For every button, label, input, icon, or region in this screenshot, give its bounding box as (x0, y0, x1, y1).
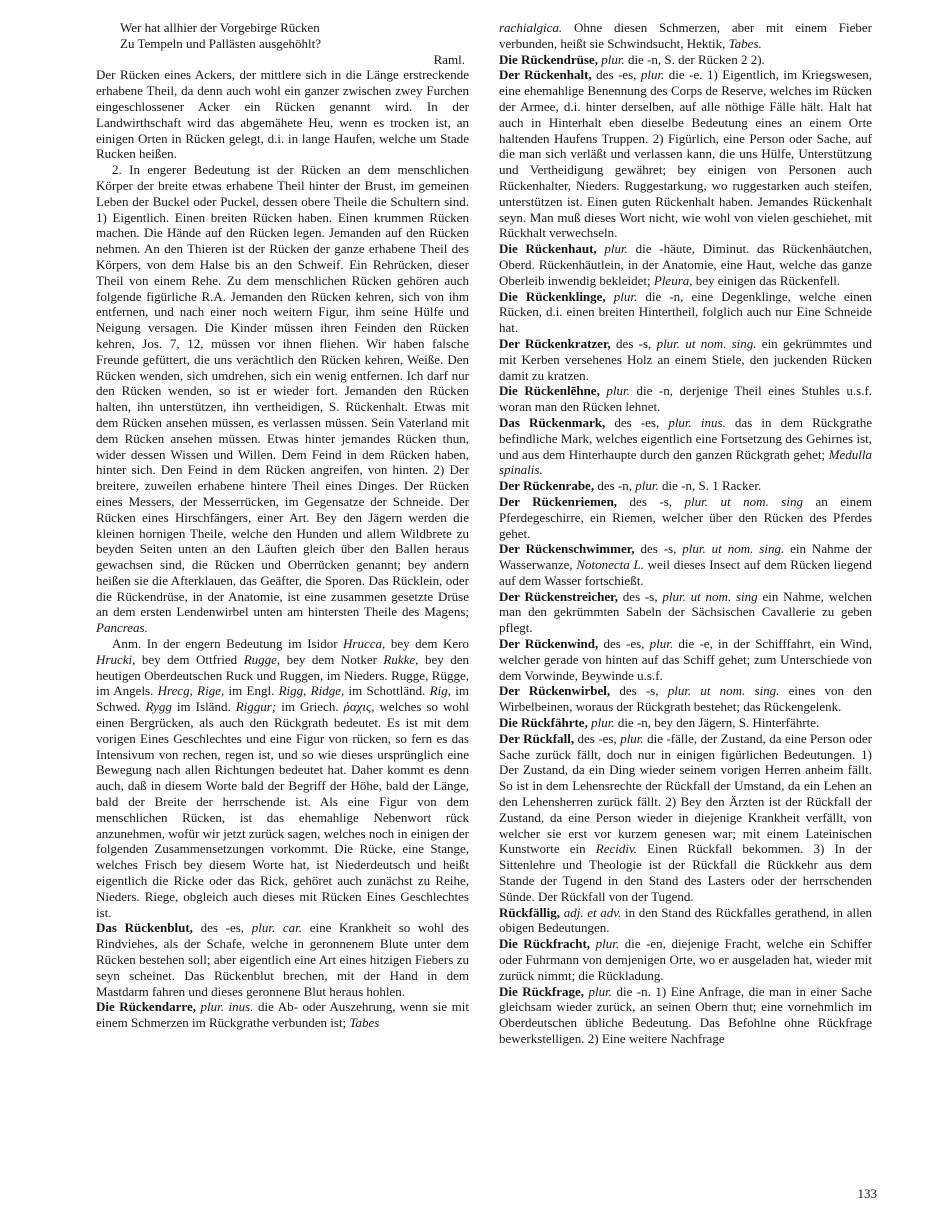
italic-term: plur. ut nom. sing. (667, 683, 780, 699)
entry-headword: Das Rückenmark, (499, 414, 606, 430)
text-run: die -n, S. 1 Racker. (658, 478, 762, 494)
text-run: bey einigen das Rückenfell. (692, 272, 841, 288)
text-run: die -n. 1) Eine Anfrage, die man in einer Sache gleichsam wieder zurück, an seinen Obern thut; eine vornehmlich im Oberdeutschen übliche Bedeutung. Das Befohlne ohne Rückfrage bewerkstelligen. 2) Eine weitere Nachfrage (499, 983, 872, 1046)
text-run: ein Nahme der Wasserwanze, (499, 541, 872, 573)
dictionary-entry (499, 415, 872, 478)
text-run: des -es, (605, 414, 669, 430)
italic-term: Medulla spinalis. (499, 446, 872, 478)
entry-headword: Der Rückenriemen, (499, 493, 618, 509)
text-run: die -en, diejenige Fracht, welche ein Schiffer oder Fuhrmann von demjenigen Orte, wo er ausgeladen hat, wieder mit zurück nimmt; die Rückladung. (499, 936, 872, 983)
text-run: des -s, (610, 335, 657, 351)
dictionary-entry (499, 478, 872, 494)
entry-headword: Der Rückenwirbel, (499, 683, 611, 699)
entry-headword: Der Rückenrabe, (499, 478, 595, 494)
entry-headword: Die Rückenlēhne, (499, 383, 600, 399)
italic-term: Tabes. (728, 35, 762, 51)
text-run: die -fälle, der Zustand, da eine Person oder Sache zurück fällt, doch nur in einigen figürlichen Bedeutungen. 1) Der Zustand, da ein Ding wieder seinem vorigen Herren anheim fällt. So ist in dem Lehensrechte der Rückfall der Umstand, da ein Lehen an den Lehensherren zurück fällt. 2) Bey den Ärzten ist der Rückfall der Zustand, da eine Person wieder in diejenige Krankheit verfällt, von welcher sie erst vor kurzem genesen war; mit einem Lateinischen Kunstworte ein (499, 730, 872, 857)
left-column (96, 20, 469, 1047)
entry-headword: Die Rückenhaut, (499, 241, 597, 257)
italic-term: plur. (601, 51, 625, 67)
dictionary-entry (499, 731, 872, 905)
italic-term: plur. inus. (668, 414, 726, 430)
text-run: eines von den Wirbelbeinen, woraus der Rückgrath bestehet; das Rückengelenk. (499, 683, 872, 715)
page-number: 133 (857, 1186, 877, 1201)
entry-headword: Die Rückendrüse, (499, 51, 598, 67)
text-run: das in dem Rückgrathe befindliche Mark, welches eigentlich eine Fortsetzung des Gehirnes ist, und aus dem Hinterhaupte durch den ganzen Rückgrath gehet; (499, 414, 872, 462)
entry-headword: Die Rückendarre, (96, 999, 196, 1015)
text-run: des -es, (598, 636, 650, 652)
text-run (606, 289, 614, 304)
text-run: bey den heutigen Oberdeutschen Ruck und Ruggen, im Nieders. Rugge, Rügge, im Angels. (96, 651, 469, 699)
italic-term: plur. (591, 715, 615, 731)
entry-headword: Der Rückenschwimmer, (499, 541, 635, 557)
italic-term: plur. ut nom. sing. (682, 541, 785, 557)
italic-term: plur. car. (251, 920, 303, 936)
text-paragraph (96, 162, 469, 636)
text-run: an einem Pferdegeschirre, ein Riemen, welcher über den Rücken des Pferdes gehet. (499, 493, 872, 541)
text-run: die -häute, Diminut. das Rückenhäutchen, Oberd. Rückenhäutlein, in der Anatomie, eine Haut, welche das ganze Oberleib inwendig bekleidet; (499, 241, 872, 288)
italic-term: plur. (649, 636, 674, 652)
italic-term: adj. et adv. (563, 904, 622, 920)
verse-line: Wer hat allhier der Vorgebirge Rücken (120, 20, 320, 35)
italic-term: Rigg, Ridge, (278, 683, 345, 699)
entry-headword: Der Rückfall, (499, 730, 575, 746)
text-run: des -s, (634, 541, 683, 557)
dictionary-entry (499, 589, 872, 636)
text-run: 2. In engerer Bedeutung ist der Rücken an dem menschlichen Körper der breite etwas erhabene Theil hinter der Brust, im gemeinen Leben der Buckel oder Puckel, dessen obere Theile die Schultern sind. 1) Eigentlich. Einen breiten Rücken haben. Einen krummen Rücken machen. Die Hände auf den Rücken legen. Jemanden auf den Rücken nehmen. An den Thieren ist der Rücken der ganze erhabene Theil des Körpers, von dem Halse bis an den Schweif. Ein Rehrücken, dieser Theil von einem Rehe. Zu dem menschlichen Rücken gehören auch folgende figürliche R.A. Jemanden den Rücken kehren, sich von ihm entfernen, und nach einer noch weitern Figur, ihm seine Hülfe und Neigung versagen. Die Kinder müssen ihren Feinden den Rücken kehren, Jos. 7, 12, müssen vor ihnen fliehen. Wir haben falsche Freunde gefüttert, die uns verächtlich den Rücken kehren, Weiße. Den Rücken wenden, sich umdrehen, sich ein wenig entfernen. Ich darf nur den Rücken wenden, so ist er wieder fort. Jemanden den Rücken halten, ihn unterstützen, ihn vertheidigen, S. Rückenhalt. Etwas mit dem Rücken ansehen müssen, es verlassen müssen. Sein Vaterland mit dem Rücken ansehen müssen. Etwas hinter jemandes Rücken thun, wider dessen Wissen und Willen. Dem Feind in dem Rücken haben, hinter sich. Den Feind in dem Rücken angreifen, von hinten. 2) Der breitere, zuweilen erhabene hintere Theil eines Dinges. Der Rücken eines Messers, der Messerrücken, im Gegensatze der Schneide. Der Rücken eines Hirschfängers, einer Art. Bey den Jägern werden die kleinen hornigen Theile, welche den Hunden und allem Wildbrete zu beyden Seiten unten an den Läuften gleich über den Ballen heraus gewachsen sind, die Rücken und Oberrücken genannt; bey andern heißen sie die Afterklauen, das Geäfter, die Sporen. Das Rücklein, oder die Rückendrüse, in der Anatomie, ist eine zusammen gesetzte Drüse an dem ersten Lendenwirbel unten am hintersten Theile des Magens; (96, 162, 469, 620)
text-run: weil dieses Insect auf dem Rücken liegend auf dem Wasser fortschießt. (499, 557, 872, 588)
text-run: des -es, (591, 67, 641, 83)
text-run: Einen Rückfall bekommen. 3) In der Sittenlehre und Theologie ist der Rückfall die Rückkehr aus dem Stande der Tugend in den Stand des Lasters oder der herrschenden Sünde. Der Rückfall von der Tugend. (499, 841, 872, 904)
entry-headword: Rückfällig, (499, 904, 561, 920)
italic-term: Hrucki, (96, 651, 136, 667)
text-run: ein gekrümmtes und mit Kerben versehenes Holz an einem Stiele, den juckenden Rücken damit zu kratzen. (499, 335, 872, 383)
text-run: im Engl. (224, 683, 279, 699)
entry-headword: Der Rückenkratzer, (499, 335, 611, 351)
text-run: eine Krankheit so wohl des Rindviehes, als der Schafe, welche in geronnenem Blute unter dem Rücken bestehen soll; aber eigentlich eine Art eines hitzigen Fiebers zu seyn scheinet. Das Rückenblut brechen, mit der Hand in dem Mastdarm fahren und dieses geronnene Blut heraus hohlen. (96, 920, 469, 999)
text-run: des -s, (610, 683, 668, 699)
entry-headword: Die Rückenklinge, (499, 288, 606, 304)
italic-term: plur. (604, 241, 628, 257)
italic-term: Pleura, (653, 272, 693, 288)
dictionary-entry (499, 494, 872, 541)
italic-term: rachialgica. (499, 20, 563, 35)
italic-term: plur. inus. (200, 999, 254, 1015)
italic-term: ῥαχις, (343, 699, 375, 715)
text-run: im Schwed. (96, 683, 469, 715)
dictionary-entry (499, 936, 872, 983)
text-run: Der Rücken eines Ackers, der mittlere sich in die Länge erstreckende erhabene Theil, da denn auch wohl ein ganzer zwischen zwey Furchen eingeschlossener Acker ein Rücken genannt wird. In der Landwirthschaft wird das abgemähete Heu, wenn es trocken ist, an einigen Orten in Rücken gelegt, d.i. in lange Haufen, welche um Stade Rucken heißen. (96, 67, 469, 162)
italic-term: Recidiv. (595, 841, 638, 857)
italic-term: plur. ut nom. sing. (656, 335, 757, 351)
italic-term: Rugge, (243, 651, 281, 667)
italic-term: plur. ut nom. sing (684, 493, 803, 509)
text-paragraph (96, 636, 469, 920)
italic-term: plur. (588, 983, 612, 999)
text-run: Anm. In der engern Bedeutung im Isidor (112, 636, 344, 652)
text-run: die -n, derjenige Theil eines Stuhles u.s.f. woran man den Rücken lehnet. (499, 383, 873, 415)
text-run: die -n, eine Degenklinge, welche einen Rücken, d.i. einen breiten Hintertheil, folglich auch nur Eine Schneide hat. (499, 288, 873, 336)
dictionary-entry (499, 336, 872, 383)
italic-term: Rig, (429, 683, 451, 699)
dictionary-entry (499, 241, 872, 288)
text-run: im Griech. (276, 699, 344, 715)
italic-term: plur. (620, 730, 644, 746)
entry-headword: Die Rückfracht, (499, 936, 591, 952)
text-paragraph (96, 67, 469, 162)
italic-term: plur. ut nom. sing (662, 588, 758, 604)
text-run: bey dem Notker (280, 651, 384, 667)
right-column (499, 20, 872, 1047)
entry-headword: Der Rückenhalt, (499, 67, 592, 83)
text-run: des -es, (574, 730, 621, 746)
italic-term: Rygg (145, 699, 172, 715)
dictionary-entry (499, 905, 872, 937)
text-run: die -e. 1) Eigentlich, im Kriegswesen, eine ehemahlige Benennung des Corps de Reserve, welches im Rücken der Armee, d.i. hinter derselben, auf alle nöthige Fälle hält. Halt hat auch in Hinterhalt eben dieselbe Bedeutung eines an einem Orte haltenden Haufens Truppen. 2) Figürlich, eine Person oder Sache, auf die man sich verläßt und verlassen kann, die uns Hülfe, Unterstützung und Vertheidigung gewähret; bey einigen von Personen auch Rückenhalter, Nieders. Ruggestarkung, wo ruggestarken auch steifen, unterstützen ist. Einen guten Rückenhalt haben. Jemandes Rückenhalt seyn. Man muß dieses Wort nicht, wie wohl von vielen geschiehet, mit Rückhalt verwechseln. (499, 67, 872, 241)
italic-term: Rukke, (383, 651, 419, 667)
italic-term: plur. (595, 936, 620, 952)
text-run: in den Stand des Rückfalles gerathend, in allen obigen Bedeutungen. (499, 904, 872, 936)
text-run: des -s, (618, 588, 663, 604)
text-run: des -es, (192, 920, 252, 936)
dictionary-entry (499, 289, 872, 336)
dictionary-entry (96, 999, 469, 1031)
italic-term: plur. (640, 67, 665, 83)
italic-term: plur. (613, 288, 638, 304)
italic-term: Notonecta L. (576, 557, 644, 573)
text-run: ein Nahme, welchen man den gekrümmten Sabeln der Sächsischen Cavallerie zu geben pflegt. (499, 588, 873, 636)
dictionary-entry (499, 541, 872, 588)
text-run: die Ab- oder Auszehrung, wenn sie mit einem Schmerzen im Rückgrathe verbunden ist; (96, 999, 470, 1031)
dictionary-entry (499, 683, 872, 715)
text-run: des -s, (617, 493, 685, 509)
entry-headword: Das Rückenblut, (96, 920, 193, 936)
dictionary-entry (499, 715, 872, 731)
verse-line: Zu Tempeln und Pallästen ausgehöhlt? (120, 35, 322, 51)
italic-term: Hrecg, Rige, (157, 683, 225, 699)
dictionary-entry (499, 52, 872, 68)
dictionary-entry (499, 67, 872, 241)
text-run: die -e, in der Schifffahrt, ein Wind, welcher gerade von hinten auf das Schiff gehet; zum Unterschiede von dem Vorwinde, Beywinde u.s.f. (499, 636, 872, 683)
text-run: welches so wohl einen Bergrücken, als auch den Rückgrath bedeutet. Es ist mit dem vorigen Eines Geschlechtes und eine Figur von rücken, so fern es das Intensivum von rechen, regen ist, und so wie dieses ursprünglich eine Bewegung nach allen Richtungen bedeutet hat. Daher kommt es denn auch, daß in diesem Worte bald der Begriff der Höhe, bald der Länge, bald der Breite der herrschende ist. Als eine Figur von dem menschlichen Rücken, ist das ehemahlige Nebenwort rück anzunehmen, wofür wir jetzt zurück sagen, welches noch in einigen der folgenden Zusammensetzungen vorkommt. Die Rücke, eine Stange, welches Frisch bey diesem Worte hat, ist Niederdeutsch und heißt eigentlich die Ricke oder das Rick, gehöret auch zunächst zu Reihe, Nieders. Riege, obgleich auch dieses mit Rücken Eines Geschlechtes ist. (96, 699, 470, 920)
dictionary-entry (499, 984, 872, 1047)
italic-term: plur. (635, 478, 659, 494)
text-run: die -n, S. der Rücken 2 2). (624, 51, 765, 67)
text-run: im Schottländ. (344, 683, 430, 699)
text-run: bey dem Kero (385, 636, 469, 652)
two-column-layout (96, 20, 877, 1047)
italic-term: Tabes (349, 1015, 380, 1031)
italic-term: Hrucca, (343, 636, 386, 652)
text-run: Ohne diesen Schmerzen, aber mit einem Fieber verbunden, heißt sie Schwindsucht, Hektik, (499, 20, 872, 51)
text-run: des -n, (594, 478, 636, 494)
italic-term: Pancreas. (96, 620, 148, 636)
italic-term: Riggur; (235, 699, 277, 715)
text-run: bey dem Ottfried (135, 651, 244, 667)
dictionary-entry (96, 920, 469, 999)
verse-quote (120, 20, 469, 67)
italic-term: plur. (606, 383, 630, 399)
text-paragraph (499, 20, 872, 52)
entry-headword: Die Rückfrage, (499, 983, 584, 999)
dictionary-entry (499, 383, 872, 415)
entry-headword: Der Rückenstreicher, (499, 588, 619, 604)
verse-attribution: Raml. (433, 51, 465, 67)
dictionary-entry (499, 636, 872, 683)
entry-headword: Die Rückfährte, (499, 715, 588, 731)
text-run: die -n, bey den Jägern, S. Hinterfährte. (614, 715, 820, 731)
entry-headword: Der Rückenwind, (499, 636, 599, 652)
text-run: im Isländ. (171, 699, 236, 715)
